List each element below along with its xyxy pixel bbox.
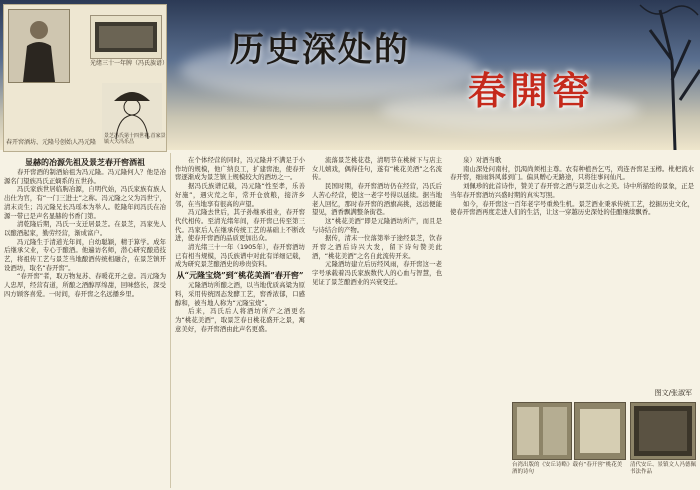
sketch-caption: 景芝冯氏第十四世祖,首家景镇大夫冯乐昌 (104, 133, 166, 145)
article-column-3 (312, 156, 442, 488)
sketch-portrait (102, 83, 162, 139)
headline: 历史深处的 (230, 30, 410, 70)
section-title-1: 显赫的冶源先祖及景芝春开窖酒祖 (25, 157, 145, 167)
paragraph: 流落景芝桃花巷，清明节在桃树下与店主女儿嬉戏，偶得佳句，遂有“桃花美酒”之名流传。 (312, 156, 442, 182)
paragraph: 在个体经营的同时，冯元隆并不满足于小作坊的规模，他广纳良工，扩建窖池，使春开窖逐渐成为景芝镇上规模较大的酒坊之一。 (175, 156, 305, 182)
paragraph: 元隆酒坊建立后历经风雨，春开窖这一老字号承载着冯氏家族数代人的心血与智慧，也见证了景芝酿酒业的兴衰变迁。 (312, 260, 442, 286)
paragraph: 据传，清末一位落第举子途经景芝，饮春开窖之酒后诗兴大发，留下诗句赞美此酒，“桃花美酒”之名自此流传开来。 (312, 234, 442, 260)
paragraph: 如今，春开窖这一百年老字号重焕生机。景芝酒业秉承传统工艺，挖掘历史文化，使春开窖酒再度走进人们的生活，让这一穿越历史深处的佳酿继续飘香。 (450, 199, 694, 217)
paragraph: 冯元隆生于清道光年间，自幼聪颖，精于算学。成年后继承父业，专心于酿酒。他遍访名师，潜心研究酿造技艺，将祖传工艺与景芝当地酿酒传统相融合，在景芝镇开设酒坊，取名“春开窖”。 (4, 237, 166, 272)
paragraph: “春开窖”者，取万物复苏、春暖花开之意。冯元隆为人忠厚，经营有道，所酿之酒醇厚绵甜，回味悠长，深受四方顾客喜爱。一时间，春开窖之名远播乡里。 (4, 272, 166, 298)
paragraph: 冯元隆去世后，其子孙继承祖业，春开窖代代相传。至清光绪年间，春开窖已传至第三代。冯家后人在继承传统工艺的基础上不断改进，使春开窖酒的品质更加出众。 (175, 208, 305, 243)
poem: 南山深处问南村，饥渴尚须相主尊。农有种植吾乞丐，鸡连吾窖足玉樽。枇杷流水春开窖，细雨斜风暮到门。偏具赠心无路途，只将往事问仙凡。 (450, 164, 694, 182)
portrait-caption: 春开窖酒坊、元隆号创始人冯元隆 (6, 139, 97, 146)
section-title-2: 从“元隆宝烧”到“桃花美酒”春开窖” (176, 270, 304, 281)
paragraph: 据冯氏族谱记载，冯元隆“性至孝，乐善好施”，遇灾荒之年，常开仓放粮，接济乡邻，在当地享有很高的声望。 (175, 182, 305, 208)
paragraph: 刘佩珍的此首诗作，赞美了春开窖之酒与景芝山水之美。诗中所描绘的景象，正是当年春开窖酒坊兴盛时期的真实写照。 (450, 182, 694, 199)
book-photo-2 (574, 402, 626, 460)
paragraph: 清光绪三十一年（1905年），春开窖酒坊已有相当规模，冯氏族谱中对此有详细记载，成为研究景芝酿酒史的珍贵资料。 (175, 243, 305, 269)
tree-silhouette (580, 0, 700, 150)
paragraph: 民国时期，春开窖酒坊仍在经营，冯氏后人苦心经营，使这一老字号得以延续。据当地老人回忆，那时春开窖的酒旗高挑，远远便能望见，酒香飘满整条街巷。 (312, 182, 442, 217)
byline: 图文/张淑军 (654, 389, 692, 397)
column-divider (170, 153, 171, 488)
paragraph: 春开窖酒的制酒始祖为冯元隆。冯元隆何人？他是冶源名门望族冯氏正嫡系的五世孙。 (4, 168, 166, 185)
book-photo (512, 402, 572, 460)
article-column-1 (4, 156, 166, 488)
photo-panel (3, 4, 167, 152)
calligraphy-photo (630, 402, 696, 460)
paragraph: 这“桃花美酒”即是元隆酒坊所产，而且是与诗结合的产物。 (312, 216, 442, 234)
paragraph: 清乾隆后期，冯氏一支迁居景芝。在景芝，冯家先人以酿酒起家，勤劳经营，渐成富户。 (4, 220, 166, 237)
plaque-photo (90, 15, 162, 59)
caption-calligraphy: 清代安丘、景镇文人冯德佩书法作品 (630, 462, 697, 475)
plaque-caption: 光绪三十一年牌（冯氏族谱） (90, 60, 169, 67)
article-column-4 (450, 156, 694, 382)
article-column-2 (175, 156, 305, 488)
headline-brand: 春開窖 (468, 68, 595, 113)
paragraph: 冯氏家族世居临朐冶源，自明代始，冯氏家族有族人出仕为官，有“一门三进士”之称。冯元隆之父为冯世宁，清末贡生；冯元隆兄长冯瑶本为举人。乾隆年间冯氏在冶源一带已是声名显赫的书香门第。 (4, 185, 166, 220)
paragraph: 泉）对酒当歌 (463, 156, 502, 164)
paragraph: 后来，冯氏后人将酒坊所产之酒更名为“桃花美酒”，取景芝春日桃花盛开之景，寓意美好，春开窖酒由此声名更盛。 (175, 307, 305, 333)
portrait-photo (8, 9, 70, 83)
paragraph: 元隆酒坊所酿之酒，以当地优质高粱为原料，采用传统固态发酵工艺，窖香浓郁，口感醇和，被当地人称为“元隆宝烧”。 (175, 281, 305, 307)
caption-book: 台湾出版的《安丘诗略》载有“春开窖”桃花美酒的诗句 (512, 462, 623, 475)
